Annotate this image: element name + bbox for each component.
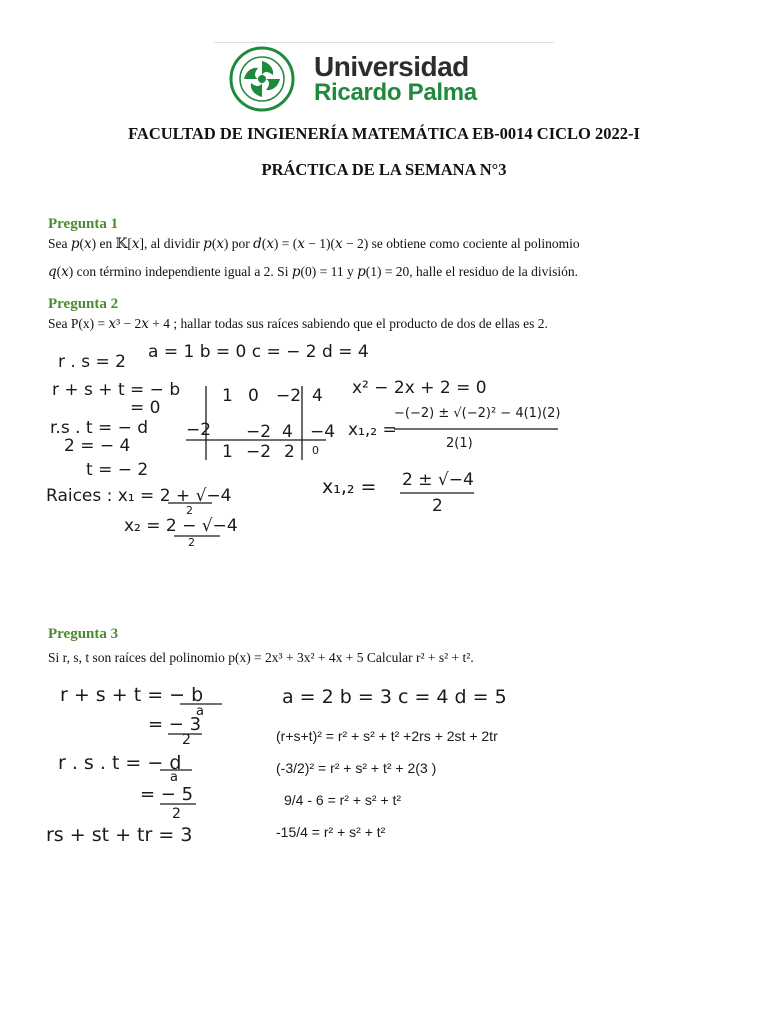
q2-quadratic-x12: x₁,₂ = xyxy=(348,420,397,440)
university-seal-icon xyxy=(218,45,308,113)
q2-quadratic2-x12: x₁,₂ = xyxy=(322,476,377,498)
document-subtitle: PRÁCTICA DE LA SEMANA N°3 xyxy=(261,160,507,179)
q2-quadratic: x² − 2x + 2 = 0 xyxy=(352,378,487,398)
question-1-line-1: Sea 𝑝(𝑥) en 𝕂[𝑥], al dividir 𝑝(𝑥) por 𝑑(𝑥) = (𝑥 − 1)(𝑥 − 2) se obtiene como cociente al polinomio xyxy=(48,236,580,251)
q2-product-rst-result: 2 = − 4 xyxy=(64,436,131,456)
q2-t-value: t = − 2 xyxy=(86,460,149,480)
syn-row3-c0: 1 xyxy=(222,442,233,462)
q3-sum-roots: r + s + t = − b xyxy=(60,684,204,706)
syn-row2-c3: −4 xyxy=(310,422,336,442)
q2-quadratic2-fraction-line xyxy=(398,490,478,496)
question-3-line-1: Si r, s, t son raíces del polinomio p(x) = 2x³ + 3x² + 4x + 5 Calcular r² + s² + t². xyxy=(48,650,474,665)
q3-typed-line-1: (r+s+t)² = r² + s² + t² +2rs + 2st + 2tr xyxy=(276,728,498,744)
q3-sum-roots-result: = − 3 xyxy=(148,714,202,735)
q2-root-x2-denominator: 2 xyxy=(188,536,195,549)
q3-product-roots: r . s . t = − d xyxy=(58,752,182,774)
question-2-heading: Pregunta 2 xyxy=(48,296,119,312)
q3-product-roots-denominator: a xyxy=(170,770,178,785)
q2-coefficients: a = 1 b = 0 c = − 2 d = 4 xyxy=(148,342,369,362)
q2-product-rst: r.s . t = − d xyxy=(50,418,149,438)
syn-row1-c0: 1 xyxy=(222,386,233,406)
question-2-line-1: Sea P(x) = 𝑥³ − 2𝑥 + 4 ; hallar todas sus raíces sabiendo que el producto de dos de ellas es 2. xyxy=(48,316,548,331)
logo-line1: Universidad xyxy=(314,51,469,82)
q2-sum-roots-result: = 0 xyxy=(130,398,161,418)
document-title: FACULTAD DE INGIENERÍA MATEMÁTICA EB-0014 CICLO 2022-I xyxy=(128,124,640,143)
q3-product-roots-result-denominator: 2 xyxy=(172,806,181,822)
syn-row1-c1: 0 xyxy=(248,386,259,406)
logo-line2: Ricardo Palma xyxy=(314,79,477,106)
syn-row3-c3: 0 xyxy=(312,444,319,457)
q2-quadratic2-denominator: 2 xyxy=(432,496,443,516)
q3-coefficients: a = 2 b = 3 c = 4 d = 5 xyxy=(282,686,507,708)
q2-root-fraction-lines xyxy=(150,484,230,544)
q2-root-x1: Raices : x₁ = 2 + √−4 xyxy=(46,486,232,506)
syn-row1-c3: 4 xyxy=(312,386,323,406)
question-3-heading: Pregunta 3 xyxy=(48,626,119,642)
q3-fraction-lines xyxy=(140,700,230,810)
q2-root-x2: x₂ = 2 − √−4 xyxy=(124,516,238,536)
question-1-line-2: 𝑞(𝑥) con término independiente igual a 2. Si 𝑝(0) = 11 y 𝑝(1) = 20, halle el residuo de la división. xyxy=(48,264,579,279)
university-logo xyxy=(214,42,554,113)
q3-product-roots-result: = − 5 xyxy=(140,784,194,805)
q2-root-x1-denominator: 2 xyxy=(186,504,193,517)
syn-divisor: −2 xyxy=(186,420,212,440)
syn-row2-c2: 4 xyxy=(282,422,293,442)
syn-row1-c2: −2 xyxy=(276,386,302,406)
q2-quadratic-fraction-line xyxy=(392,426,562,432)
q3-typed-line-3: 9/4 - 6 = r² + s² + t² xyxy=(284,792,402,808)
syn-row3-c1: −2 xyxy=(246,442,272,462)
q3-pairwise-sum: rs + st + tr = 3 xyxy=(46,824,193,846)
q2-quadratic2-numerator: 2 ± √−4 xyxy=(402,470,474,490)
q3-typed-line-4: -15/4 = r² + s² + t² xyxy=(276,824,386,840)
q3-sum-roots-result-denominator: 2 xyxy=(182,732,191,748)
syn-row2-c1: −2 xyxy=(246,422,272,442)
syn-row3-c2: 2 xyxy=(284,442,295,462)
q2-quadratic-numerator: −(−2) ± √(−2)² − 4(1)(2) xyxy=(394,406,561,421)
q3-typed-line-2: (-3/2)² = r² + s² + t² + 2(3 ) xyxy=(276,760,437,776)
q3-sum-roots-denominator: a xyxy=(196,704,204,719)
q2-product-rs: r . s = 2 xyxy=(58,352,126,372)
q2-quadratic-denominator: 2(1) xyxy=(446,436,473,451)
question-1-heading: Pregunta 1 xyxy=(48,216,119,232)
q2-sum-roots: r + s + t = − b xyxy=(52,380,181,400)
